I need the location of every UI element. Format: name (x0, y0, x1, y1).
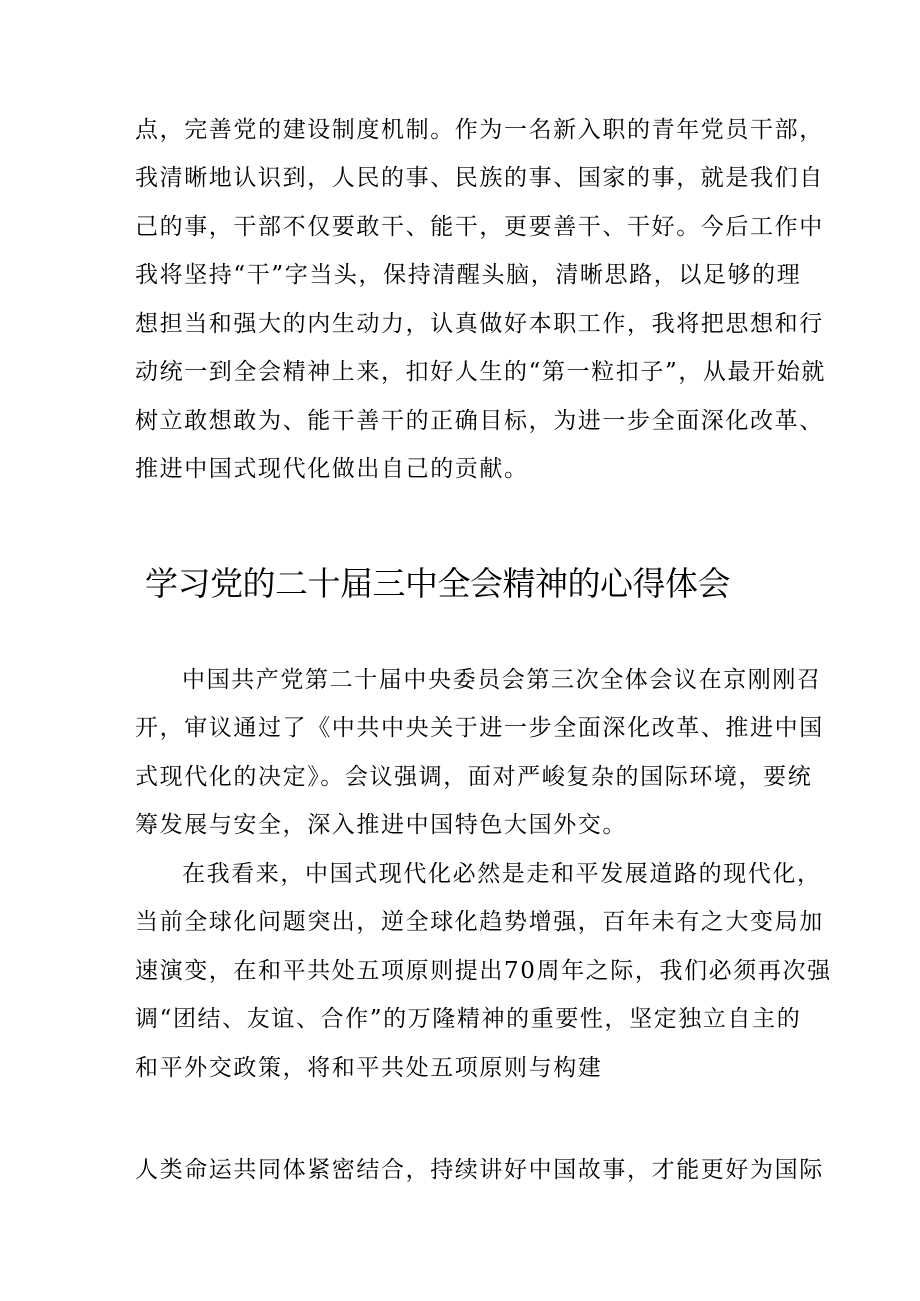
text-line: 树立敢想敢为、能干善干的正确目标，为进一步全面深化改革、 (135, 408, 824, 434)
article-title: 学习党的二十届三中全会精神的心得体会 (145, 564, 730, 603)
text-line: 想担当和强大的内生动力，认真做好本职工作，我将把思想和行 (135, 311, 824, 337)
text-line: 在我看来，中国式现代化必然是走和平发展道路的现代化， (182, 861, 822, 887)
text-line: 推进中国式现代化做出自己的贡献。 (135, 456, 529, 482)
text-line: 人类命运共同体紧密结合，持续讲好中国故事，才能更好为国际 (135, 1157, 824, 1183)
text-line: 当前全球化问题突出，逆全球化趋势增强，百年未有之大变局加 (135, 909, 824, 935)
text-line: 动统一到全会精神上来，扣好人生的“第一粒扣子”，从最开始就 (135, 359, 826, 385)
text-line: 调“团结、友谊、合作”的万隆精神的重要性，坚定独立自主的 (135, 1006, 802, 1032)
text-line: 中国共产党第二十届中央委员会第三次全体会议在京刚刚召 (182, 667, 822, 693)
text-line: 式现代化的决定》。会议强调，面对严峻复杂的国际环境，要统 (135, 764, 813, 790)
text-line: 速演变，在和平共处五项原则提出70周年之际，我们必须再次强 (135, 958, 832, 984)
text-line: 开，审议通过了《中共中央关于进一步全面深化改革、推进中国 (135, 715, 824, 741)
text-line: 我将坚持“干”字当头，保持清醒头脑，清晰思路，以足够的理 (135, 262, 802, 288)
text-line: 点，完善党的建设制度机制。作为一名新入职的青年党员干部， (135, 117, 824, 143)
text-line: 我清晰地认识到，人民的事、民族的事、国家的事，就是我们自 (135, 165, 824, 191)
text-line: 筹发展与安全，深入推进中国特色大国外交。 (135, 812, 627, 838)
text-line: 己的事，干部不仅要敢干、能干，更要善干、干好。今后工作中 (135, 214, 824, 240)
text-line: 和平外交政策，将和平共处五项原则与构建 (135, 1055, 603, 1081)
